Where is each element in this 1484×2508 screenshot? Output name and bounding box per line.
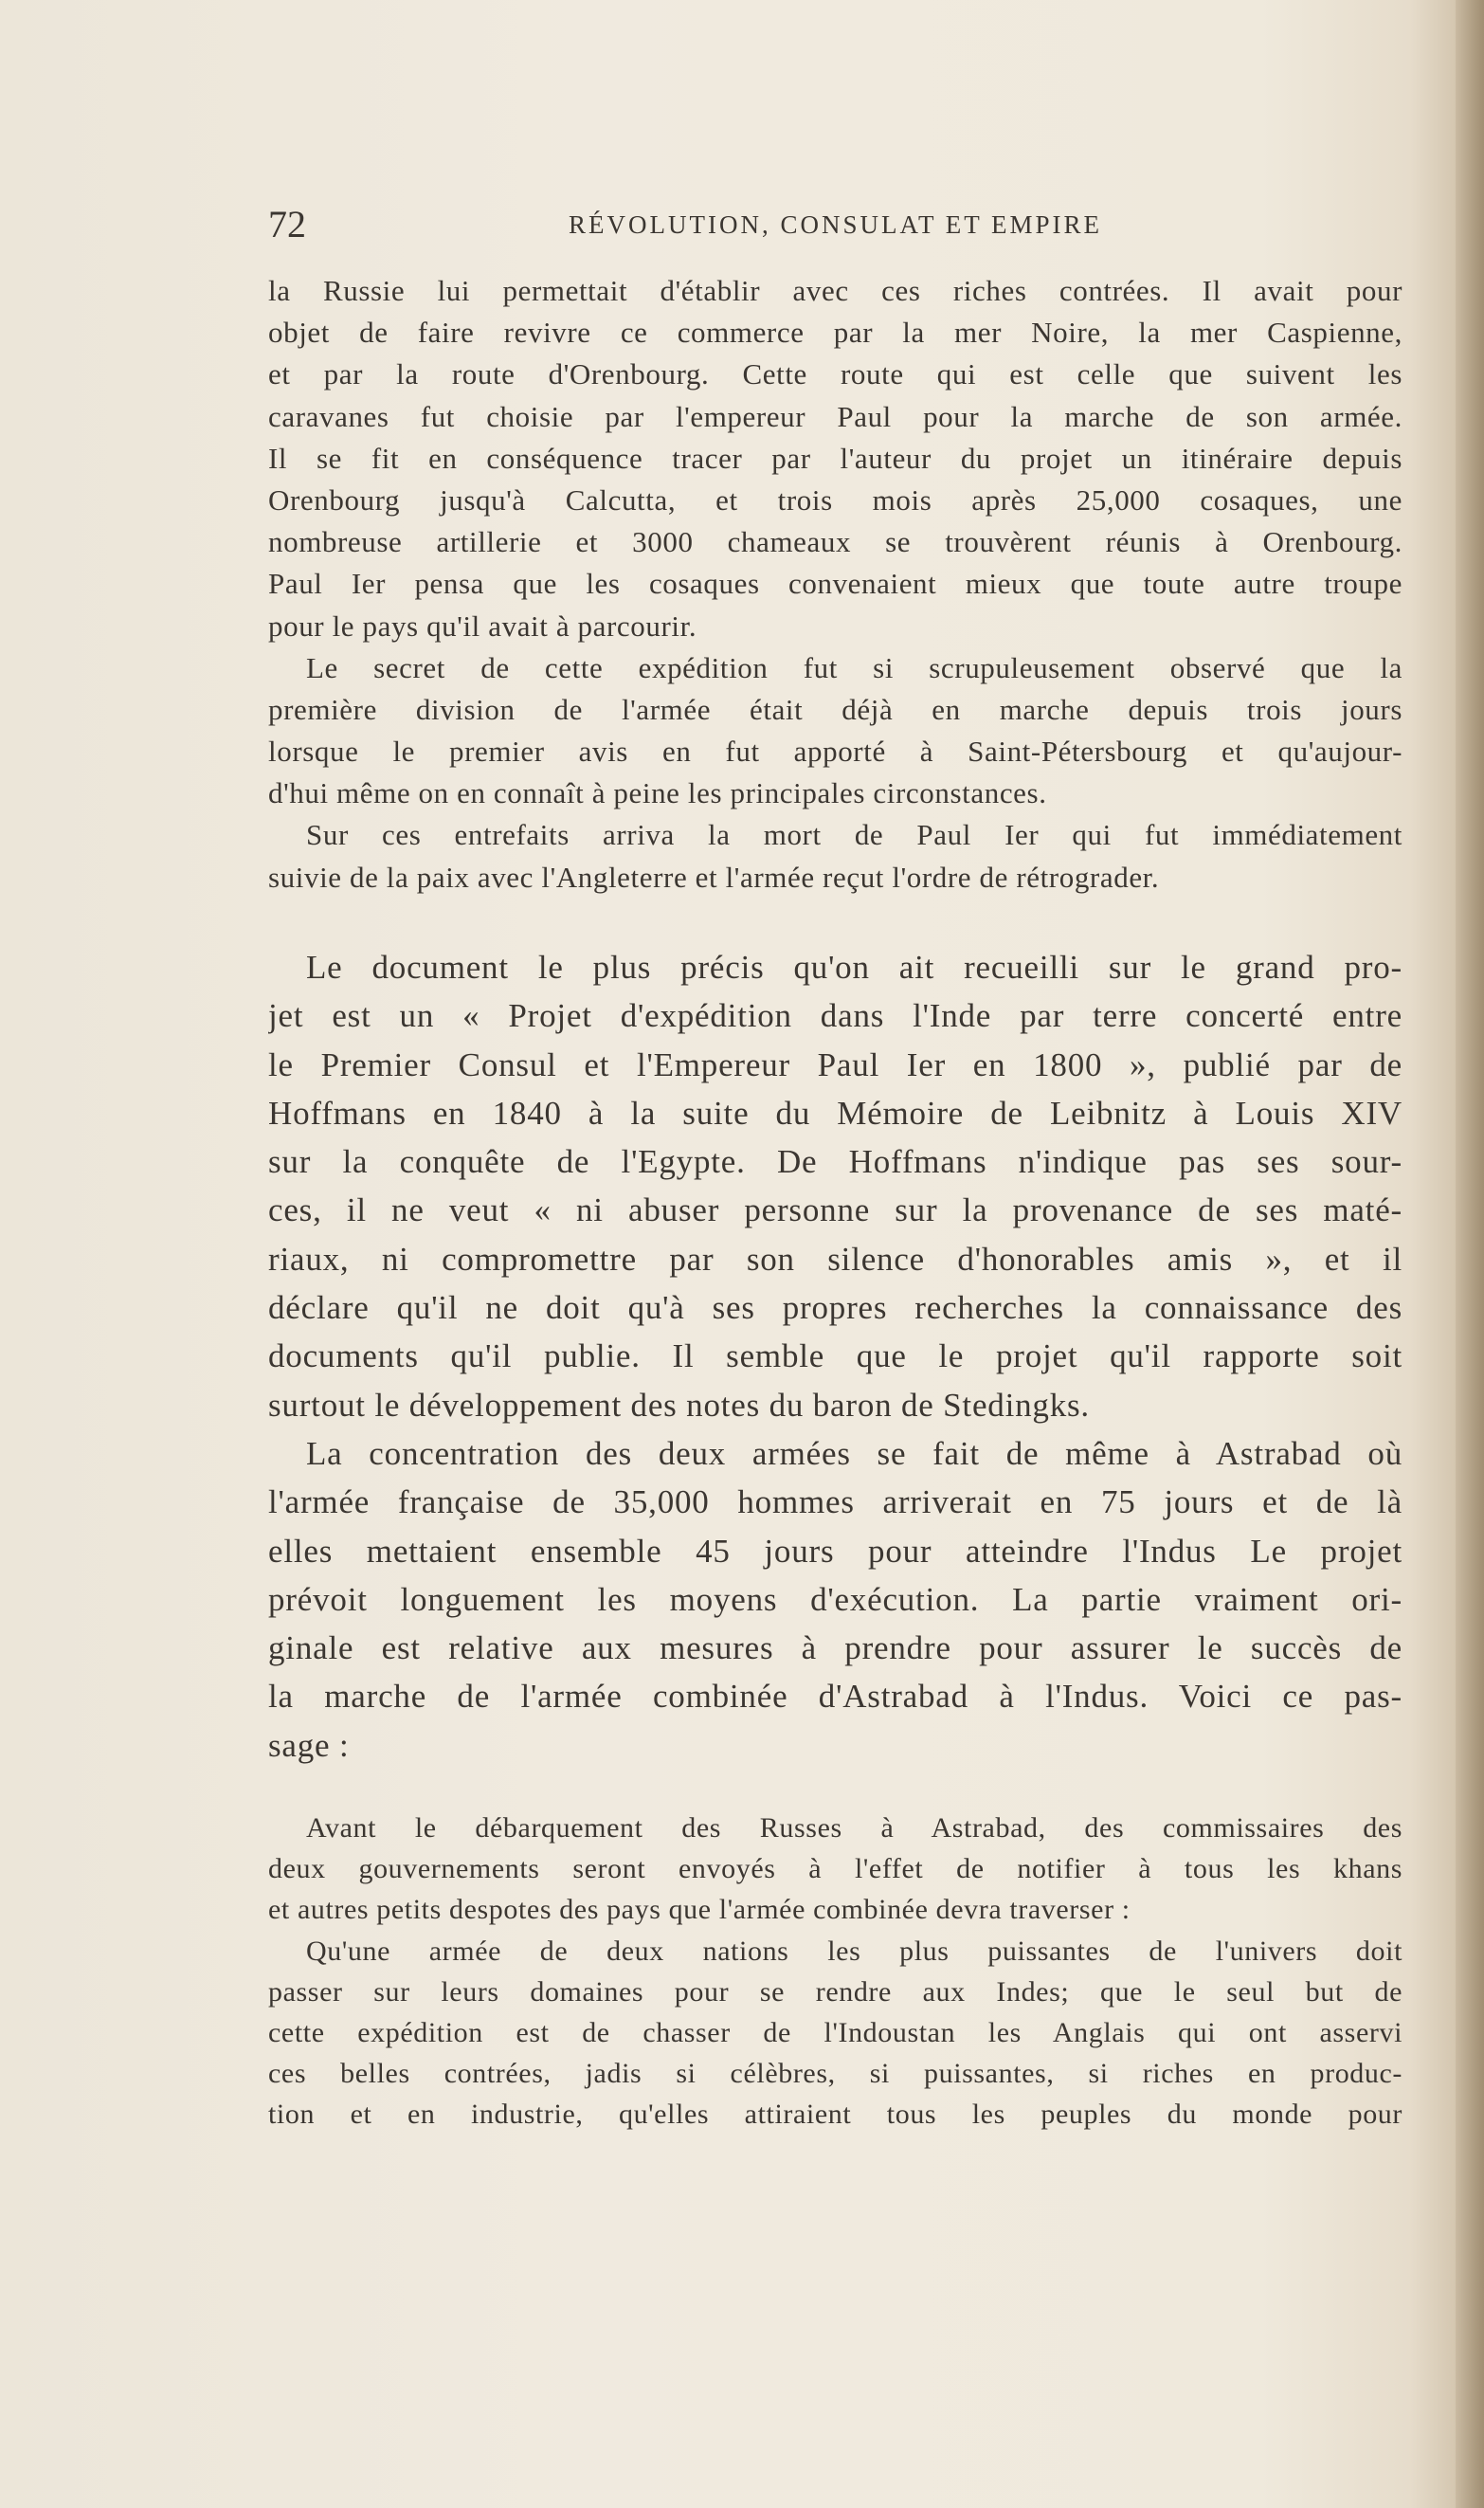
text-line: d'hui même on en connaît à peine les principales circonstances. (268, 776, 1047, 810)
text-line: et par la route d'Orenbourg. Cette route qui est celle que suivent les (268, 357, 1403, 391)
paragraph (268, 814, 1403, 898)
text-line: Orenbourg jusqu'à Calcutta, et trois mois après 25,000 cosaques, une (268, 482, 1403, 517)
paragraph (268, 1808, 1403, 1931)
text-line: la Russie lui permettait d'établir avec ces riches contrées. Il avait pour (268, 274, 1403, 307)
text-line: déclare qu'il ne doit qu'à ses propres recherches la connaissance des (268, 1289, 1403, 1327)
text-line: ginale est relative aux mesures à prendre pour assurer le succès de (268, 1629, 1403, 1667)
text-line: prévoit longuement les moyens d'exécution. La partie vraiment ori- (268, 1580, 1403, 1618)
text-line: elles mettaient ensemble 45 jours pour atteindre l'Indus Le projet (268, 1532, 1403, 1570)
text-line: Le secret de cette expédition fut si scrupuleusement observé que la (306, 650, 1403, 684)
text-line: sur la conquête de l'Egypte. De Hoffmans n'indique pas ses sour- (268, 1143, 1403, 1181)
text-block-narrative (268, 270, 1403, 899)
text-line: pour le pays qu'il avait à parcourir. (268, 609, 697, 643)
text-line: caravanes fut choisie par l'empereur Paul pour la marche de son armée. (268, 399, 1403, 433)
text-line: La concentration des deux armées se fait de même à Astrabad où (306, 1434, 1403, 1472)
text-line: objet de faire revivre ce commerce par la mer Noire, la mer Caspienne, (268, 316, 1403, 350)
paragraph (268, 1429, 1403, 1770)
text-line: Sur ces entrefaits arriva la mort de Paul Ier qui fut immédiatement (306, 818, 1403, 852)
text-block-quotation (268, 1808, 1403, 2135)
page-header (268, 201, 1403, 248)
page-number: 72 (268, 203, 306, 245)
text-block-main (268, 943, 1403, 1770)
text-line: nombreuse artillerie et 3000 chameaux se trouvèrent réunis à Orenbourg. (268, 525, 1403, 559)
text-line: Il se fit en conséquence tracer par l'auteur du projet un itinéraire depuis (268, 441, 1403, 475)
running-title: RÉVOLUTION, CONSULAT ET EMPIRE (568, 210, 1102, 239)
paragraph (268, 270, 1403, 647)
text-line: l'armée française de 35,000 hommes arriverait en 75 jours et de là (268, 1483, 1403, 1521)
text-line: cette expédition est de chasser de l'Indoustan les Anglais qui ont asservi (268, 2016, 1403, 2048)
text-line: riaux, ni compromettre par son silence d'honorables amis », et il (268, 1240, 1403, 1278)
page-edge-shadow (1456, 0, 1484, 2508)
text-line: Qu'une armée de deux nations les plus puissantes de l'univers doit (306, 1935, 1403, 1967)
text-line: Paul Ier pensa que les cosaques convenaient mieux que toute autre troupe (268, 567, 1403, 601)
text-line: deux gouvernements seront envoyés à l'effet de notifier à tous les khans (268, 1853, 1403, 1885)
text-line: ces, il ne veut « ni abuser personne sur la provenance de ses maté- (268, 1191, 1403, 1229)
text-line: première division de l'armée était déjà en marche depuis trois jours (268, 692, 1403, 726)
text-line: jet est un « Projet d'expédition dans l'Inde par terre concerté entre (268, 997, 1403, 1035)
text-line: documents qu'il publie. Il semble que le projet qu'il rapporte soit (268, 1337, 1403, 1375)
paragraph (268, 1931, 1403, 2135)
text-line: suivie de la paix avec l'Angleterre et l'armée reçut l'ordre de rétrograder. (268, 860, 1160, 894)
text-line: Le document le plus précis qu'on ait recueilli sur le grand pro- (306, 949, 1403, 986)
text-line: Hoffmans en 1840 à la suite du Mémoire de Leibnitz à Louis XIV (268, 1094, 1403, 1132)
text-line: lorsque le premier avis en fut apporté à Saint-Pétersbourg et qu'aujour- (268, 735, 1403, 769)
paragraph (268, 647, 1403, 815)
text-line: la marche de l'armée combinée d'Astrabad à l'Indus. Voici ce pas- (268, 1678, 1403, 1716)
text-line: ces belles contrées, jadis si célèbres, si puissantes, si riches en produc- (268, 2058, 1403, 2090)
text-line: surtout le développement des notes du baron de Stedingks. (268, 1386, 1090, 1424)
text-line: sage : (268, 1726, 350, 1764)
paragraph (268, 943, 1403, 1429)
text-line: passer sur leurs domaines pour se rendre aux Indes; que le seul but de (268, 1975, 1403, 2008)
text-line: Avant le débarquement des Russes à Astrabad, des commissaires des (306, 1812, 1403, 1844)
text-line: le Premier Consul et l'Empereur Paul Ier en 1800 », publié par de (268, 1045, 1403, 1083)
text-line: tion et en industrie, qu'elles attiraient tous les peuples du monde pour (268, 2099, 1403, 2131)
text-line: et autres petits despotes des pays que l'armée combinée devra traverser : (268, 1894, 1131, 1926)
